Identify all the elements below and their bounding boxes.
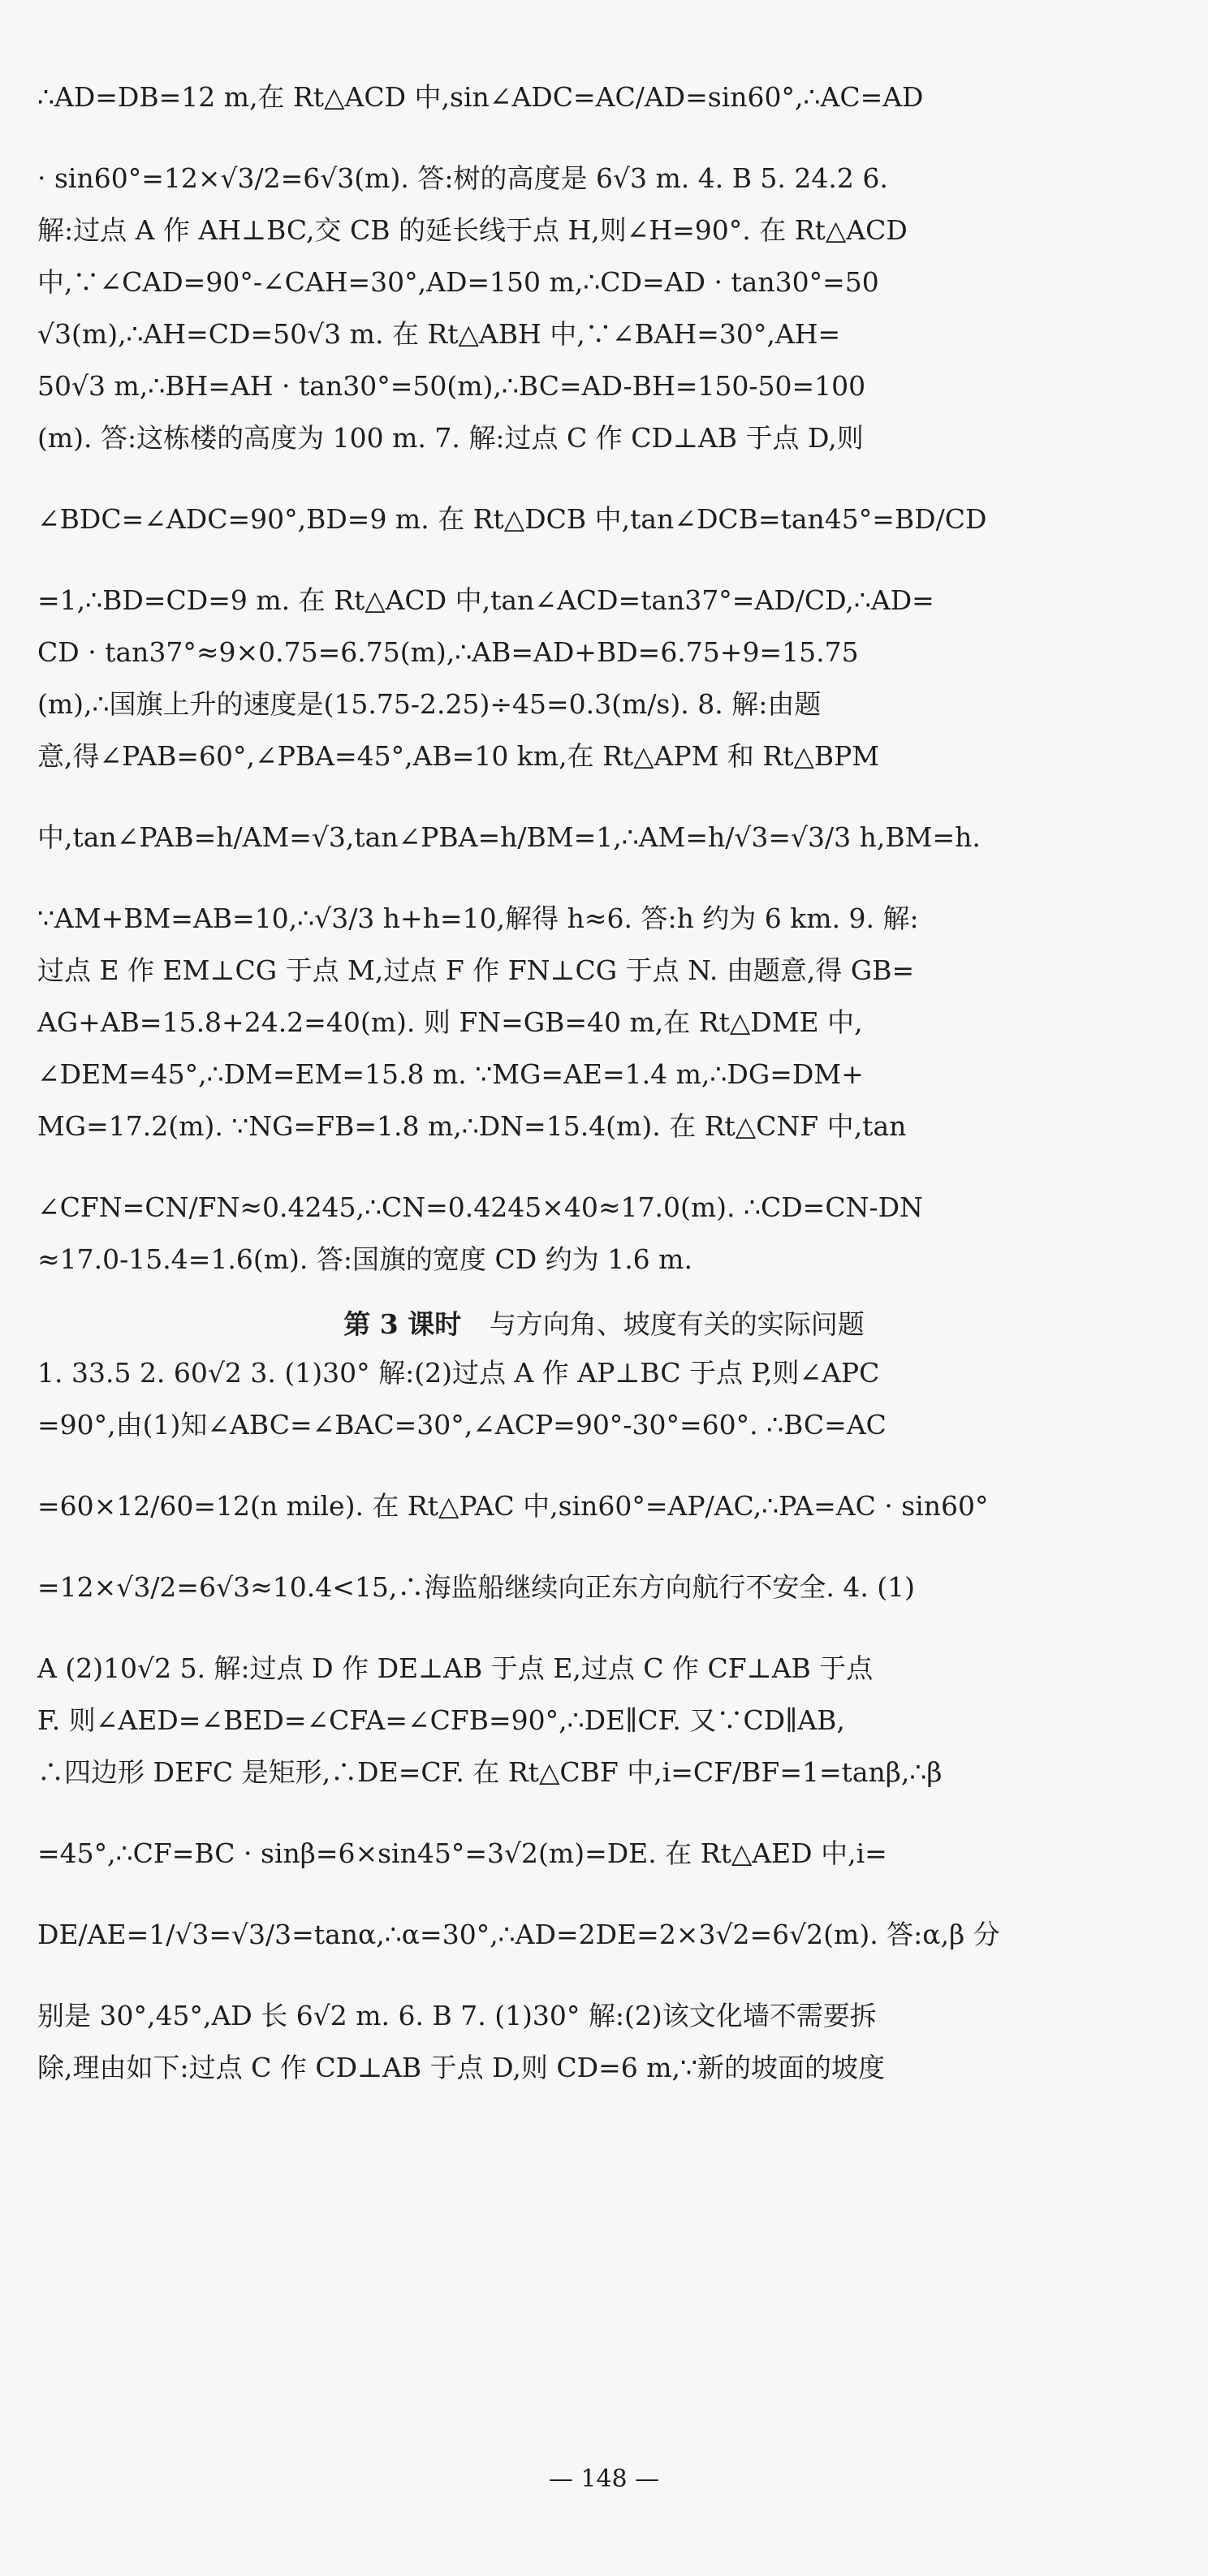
text-line: F. 则∠AED=∠BED=∠CFA=∠CFB=90°,∴DE∥CF. 又∵CD∥AB, <box>37 1704 845 1736</box>
text-line: =1,∴BD=CD=9 m. 在 Rt△ACD 中,tan∠ACD=tan37°=AD/CD,∴AD= <box>37 584 934 616</box>
section-heading <box>37 1308 1171 1341</box>
text-line: =90°,由(1)知∠ABC=∠BAC=30°,∠ACP=90°-30°=60°. ∴BC=AC <box>37 1409 887 1441</box>
text-line: =45°,∴CF=BC · sinβ=6×sin45°=3√2(m)=DE. 在 Rt△AED 中,i= <box>37 1837 887 1869</box>
text-line: ∴四边形 DEFC 是矩形,∴DE=CF. 在 Rt△CBF 中,i=CF/BF=1=tanβ,∴β <box>37 1756 943 1788</box>
text-line: A (2)10√2 5. 解:过点 D 作 DE⊥AB 于点 E,过点 C 作 CF⊥AB 于点 <box>37 1652 874 1684</box>
text-line: AG+AB=15.8+24.2=40(m). 则 FN=GB=40 m,在 Rt△DME 中, <box>37 1006 863 1038</box>
text-line: 50√3 m,∴BH=AH · tan30°=50(m),∴BC=AD-BH=150-50=100 <box>37 370 866 402</box>
text-line: (m),∴国旗上升的速度是(15.75-2.25)÷45=0.3(m/s). 8. 解:由题 <box>37 688 822 720</box>
text-line: =12×√3/2=6√3≈10.4<15,∴海监船继续向正东方向航行不安全. 4. (1) <box>37 1571 916 1603</box>
text-line: DE/AE=1/√3=√3/3=tanα,∴α=30°,∴AD=2DE=2×3√2=6√2(m). 答:α,β 分 <box>37 1919 1000 1950</box>
text-line: 解:过点 A 作 AH⊥BC,交 CB 的延长线于点 H,则∠H=90°. 在 Rt△ACD <box>37 214 908 246</box>
text-line: 中,tan∠PAB=h/AM=√3,tan∠PBA=h/BM=1,∴AM=h/√3=√3/3 h,BM=h. <box>37 821 981 853</box>
text-line: 1. 33.5 2. 60√2 3. (1)30° 解:(2)过点 A 作 AP⊥BC 于点 P,则∠APC <box>37 1357 880 1389</box>
section-title-text: 与方向角、坡度有关的实际问题 <box>489 1308 865 1340</box>
text-line: MG=17.2(m). ∵NG=FB=1.8 m,∴DN=15.4(m). 在 Rt△CNF 中,tan <box>37 1110 907 1142</box>
text-line: 中,∵∠CAD=90°-∠CAH=30°,AD=150 m,∴CD=AD · tan30°=50 <box>37 266 879 298</box>
text-line: ∠DEM=45°,∴DM=EM=15.8 m. ∵MG=AE=1.4 m,∴DG=DM+ <box>37 1058 864 1090</box>
text-line: ∵AM+BM=AB=10,∴√3/3 h+h=10,解得 h≈6. 答:h 约为 6 km. 9. 解: <box>37 902 919 934</box>
text-line: √3(m),∴AH=CD=50√3 m. 在 Rt△ABH 中,∵∠BAH=30°,AH= <box>37 318 841 350</box>
text-line: CD · tan37°≈9×0.75=6.75(m),∴AB=AD+BD=6.75+9=15.75 <box>37 636 859 668</box>
answer-text-block-1 <box>37 81 1171 1276</box>
text-line: ∴AD=DB=12 m,在 Rt△ACD 中,sin∠ADC=AC/AD=sin60°,∴AC=AD <box>37 81 924 113</box>
text-line: 过点 E 作 EM⊥CG 于点 M,过点 F 作 FN⊥CG 于点 N. 由题意,得 GB= <box>37 954 915 986</box>
text-line: =60×12/60=12(n mile). 在 Rt△PAC 中,sin60°=AP/AC,∴PA=AC · sin60° <box>37 1490 989 1522</box>
text-line: 别是 30°,45°,AD 长 6√2 m. 6. B 7. (1)30° 解:(2)该文化墙不需要拆 <box>37 2000 877 2031</box>
text-line: (m). 答:这栋楼的高度为 100 m. 7. 解:过点 C 作 CD⊥AB 于点 D,则 <box>37 422 864 454</box>
section-lesson-number: 第 3 课时 <box>343 1308 462 1340</box>
text-line: 意,得∠PAB=60°,∠PBA=45°,AB=10 km,在 Rt△APM 和 Rt△BPM <box>37 740 880 772</box>
page-number: — 148 — <box>548 2465 660 2493</box>
text-line: 除,理由如下:过点 C 作 CD⊥AB 于点 D,则 CD=6 m,∵新的坡面的坡度 <box>37 2052 886 2083</box>
text-line: · sin60°=12×√3/2=6√3(m). 答:树的高度是 6√3 m. 4. B 5. 24.2 6. <box>37 162 888 194</box>
text-line: ∠BDC=∠ADC=90°,BD=9 m. 在 Rt△DCB 中,tan∠DCB=tan45°=BD/CD <box>37 503 987 535</box>
answer-text-block-2 <box>37 1357 1171 2084</box>
text-line: ≈17.0-15.4=1.6(m). 答:国旗的宽度 CD 约为 1.6 m. <box>37 1243 692 1275</box>
text-line: ∠CFN=CN/FN≈0.4245,∴CN=0.4245×40≈17.0(m). ∴CD=CN-DN <box>37 1191 923 1223</box>
